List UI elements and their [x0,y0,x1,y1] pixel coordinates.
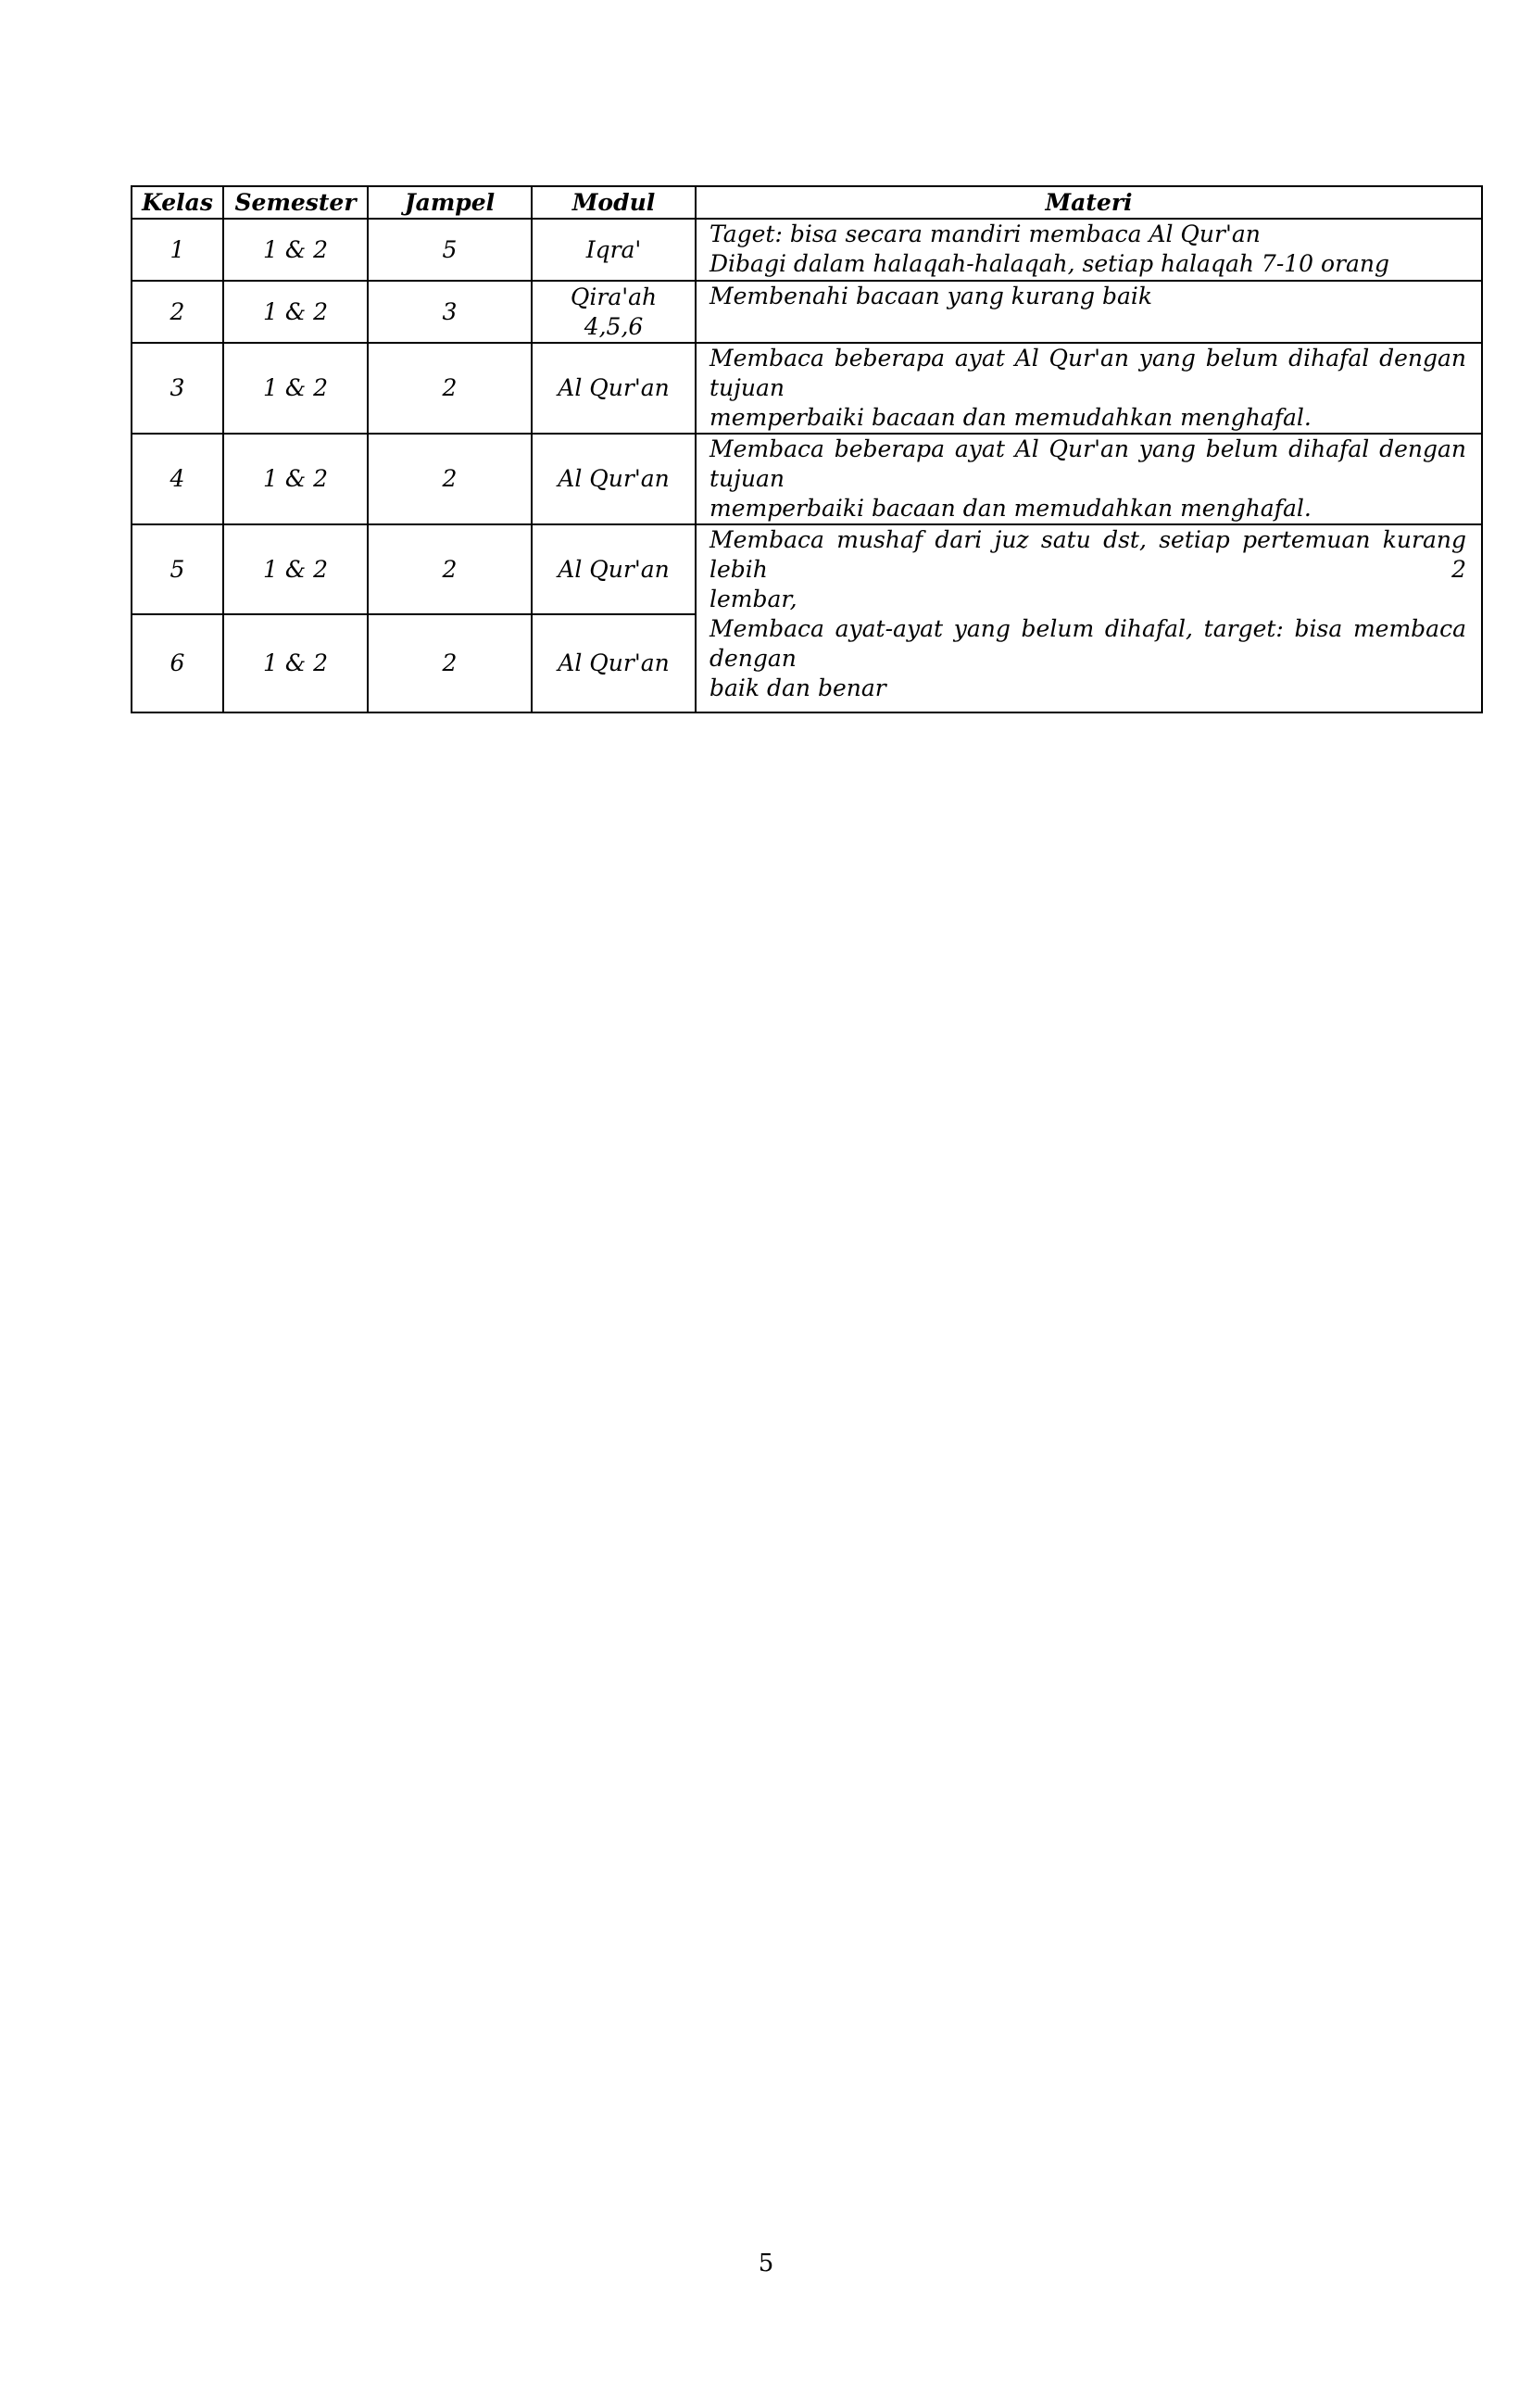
cell-semester: 1 & 2 [223,343,368,434]
table-header-row [132,186,1482,219]
cell-modul [532,434,696,524]
cell-semester: 1 & 2 [223,434,368,524]
materi-line: Dibagi dalam halaqah-halaqah, setiap halaqah 7-10 orang [709,250,1390,277]
header-semester: Semester [223,186,368,219]
materi-line: Membenahi bacaan yang kurang baik [709,283,1153,309]
cell-semester: 1 & 2 [223,281,368,343]
materi-line: Membaca beberapa ayat Al Qur'an yang belum dihafal dengan tujuan [709,435,1466,492]
cell-semester: 1 & 2 [223,219,368,281]
page-number: 5 [758,2250,774,2277]
materi-line: Membaca ayat-ayat yang belum dihafal, target: bisa membaca dengan [709,615,1466,672]
cell-jampel: 2 [368,343,532,434]
materi-line: memperbaiki bacaan dan memudahkan menghafal. [709,495,1312,522]
cell-jampel: 2 [368,524,532,614]
cell-kelas: 3 [132,343,223,434]
cell-modul [532,219,696,281]
modul-line: Al Qur'an [558,465,670,492]
cell-jampel: 3 [368,281,532,343]
cell-kelas: 2 [132,281,223,343]
cell-jampel: 2 [368,434,532,524]
cell-kelas: 6 [132,614,223,712]
table-row [132,219,1482,281]
header-kelas: Kelas [132,186,223,219]
header-jampel: Jampel [368,186,532,219]
cell-kelas: 4 [132,434,223,524]
cell-modul [532,614,696,712]
modul-line: Al Qur'an [558,374,670,401]
materi-line: memperbaiki bacaan dan memudahkan menghafal. [709,404,1312,431]
cell-materi [696,614,1482,712]
cell-modul [532,281,696,343]
cell-jampel: 5 [368,219,532,281]
modul-line: Iqra' [585,235,642,263]
materi-line: lembar, [709,586,797,612]
cell-materi [696,524,1482,614]
table-row [132,434,1482,524]
cell-kelas: 5 [132,524,223,614]
modul-line: Qira'ah [570,283,658,310]
modul-line: Al Qur'an [558,649,670,676]
modul-line: Al Qur'an [558,555,670,583]
table-row [132,343,1482,434]
table-row [132,281,1482,343]
header-modul: Modul [532,186,696,219]
cell-modul [532,524,696,614]
materi-line: baik dan benar [709,674,886,701]
cell-semester: 1 & 2 [223,524,368,614]
cell-materi [696,343,1482,434]
materi-line: Membaca mushaf dari juz satu dst, setiap pertemuan kurang lebih 2 [709,526,1466,583]
cell-materi [696,219,1482,281]
header-materi: Materi [696,186,1482,219]
cell-materi [696,281,1482,343]
curriculum-table [131,185,1483,713]
cell-kelas: 1 [132,219,223,281]
cell-semester: 1 & 2 [223,614,368,712]
cell-modul [532,343,696,434]
materi-line: Taget: bisa secara mandiri membaca Al Qur'an [709,221,1261,247]
materi-line: Membaca beberapa ayat Al Qur'an yang belum dihafal dengan tujuan [709,345,1466,401]
table-row [132,614,1482,712]
cell-jampel: 2 [368,614,532,712]
cell-materi [696,434,1482,524]
modul-line: 4,5,6 [584,312,644,340]
table-row [132,524,1482,614]
